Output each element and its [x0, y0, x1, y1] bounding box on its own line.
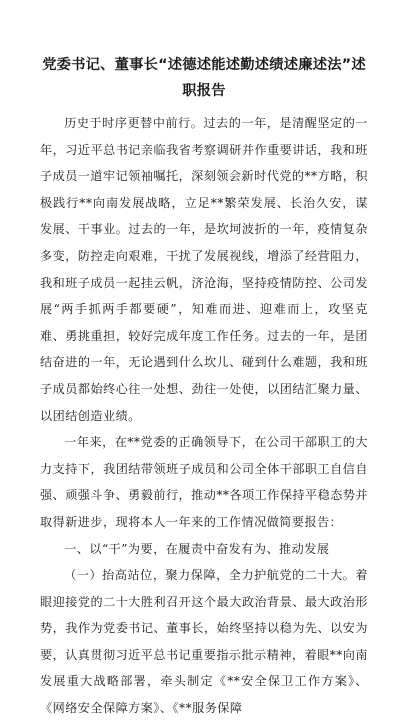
document-title: 党委书记、董事长“述德述能述勤述绩述廉述法”述职报告 — [42, 57, 366, 99]
paragraph-intro: 历史于时序更替中前行。过去的一年，是清醒坚定的一年，习近平总书记亲临我省考察调研并作重要讲话，我和班子成员一道牢记领袖嘱托，深刻领会新时代党的**方略，积极践行**向南发展战略，立足**繁荣发展、长治久安，谋发展、干事业。过去的一年，是坎坷波折的一年，疫情复杂多变，防控走向艰难，干扰了发展视线，增添了经营阻力，我和班子成员一起挂云帆，济沧海，坚持疫情防控、公司发展“两手抓两手都要硬”，知难而进、迎难而上，攻坚克难、勇挑重担，较好完成年度工作任务。过去的一年，是团结奋进的一年，无论遇到什么坎儿、碰到什么难题，我和班子成员都始终心往一处想、劲往一处使，以团结汇聚力量、以团结创造业绩。 — [40, 116, 368, 423]
paragraph-section-1-1: （一）抬高站位，聚力保障，全力护航党的二十大。着眼迎接党的二十大胜利召开这个最大政治背景、最大政治形势，我作为党委书记、董事长，始终坚持以稳为先、以安为要，认真贯彻习近平总书记重要指示批示精神，着眼**向南发展重大战略部署，牵头制定《**安全保卫工作方案》、《网络安全保障方案》、《**服务保障 — [40, 568, 368, 716]
section-heading-1: 一、以“干”为要，在履责中奋发有为、推动发展 — [64, 541, 330, 556]
document-body — [40, 110, 368, 722]
paragraph-summary: 一年来，在**党委的正确领导下，在公司干部职工的大力支持下，我团结带领班子成员和公司全体干部职工自信自强、顽强斗争、勇毅前行，推动**各项工作保持平稳态势并取得新进步，现将本人一年来的工作情况做简要报告： — [40, 435, 368, 529]
